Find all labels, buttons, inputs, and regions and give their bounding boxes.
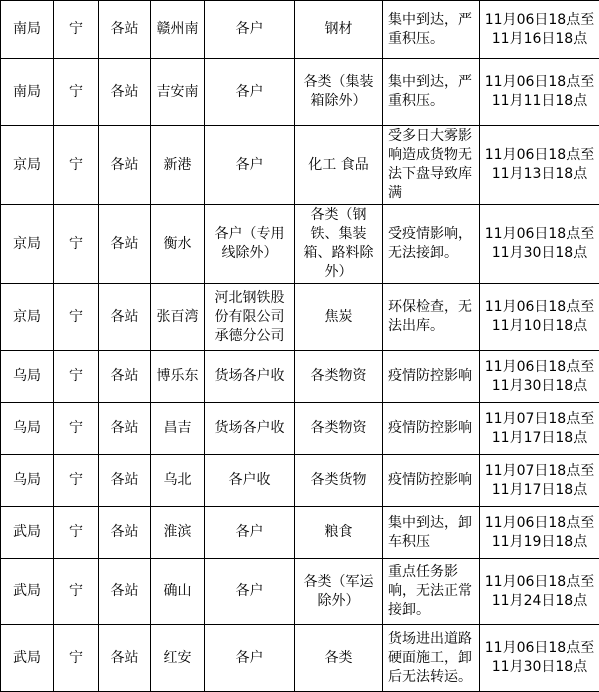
reason-cell: 重点任务影响，无法正常接卸。 <box>383 559 480 625</box>
consignee-cell: 各户 <box>205 126 295 205</box>
consignee-cell: 各户 <box>205 59 295 126</box>
reason-cell: 受疫情影响，无法接卸。 <box>383 205 480 284</box>
bureau-cell: 京局 <box>1 284 54 351</box>
table-row <box>1 455 599 507</box>
station-cell: 淮滨 <box>151 507 205 559</box>
reason-cell: 集中到达，卸车积压 <box>383 507 480 559</box>
table-row <box>1 126 599 205</box>
table-body <box>1 1 599 692</box>
bureau-cell: 乌局 <box>1 455 54 507</box>
period-cell: 11月06日18点至11月13日18点 <box>480 126 599 205</box>
consignee-cell: 货场各户收 <box>205 351 295 403</box>
consignee-cell: 各户 <box>205 1 295 59</box>
province-cell: 宁 <box>54 559 99 625</box>
bureau-cell: 武局 <box>1 625 54 692</box>
station-scope-cell: 各站 <box>99 126 151 205</box>
period-cell: 11月07日18点至11月17日18点 <box>480 455 599 507</box>
reason-cell: 疫情防控影响 <box>383 351 480 403</box>
station-scope-cell: 各站 <box>99 559 151 625</box>
consignee-cell: 各户（专用线除外） <box>205 205 295 284</box>
bureau-cell: 京局 <box>1 205 54 284</box>
station-scope-cell: 各站 <box>99 625 151 692</box>
station-scope-cell: 各站 <box>99 284 151 351</box>
period-cell: 11月06日18点至11月30日18点 <box>480 625 599 692</box>
province-cell: 宁 <box>54 126 99 205</box>
table-row <box>1 507 599 559</box>
table-row <box>1 403 599 455</box>
reason-cell: 受多日大雾影响造成货物无法下盘导致库满 <box>383 126 480 205</box>
cargo-cell: 各类（集装箱除外） <box>295 59 383 126</box>
station-scope-cell: 各站 <box>99 351 151 403</box>
station-cell: 昌吉 <box>151 403 205 455</box>
province-cell: 宁 <box>54 59 99 126</box>
period-cell: 11月06日18点至11月10日18点 <box>480 284 599 351</box>
station-scope-cell: 各站 <box>99 59 151 126</box>
cargo-cell: 各类物资 <box>295 403 383 455</box>
station-scope-cell: 各站 <box>99 403 151 455</box>
station-scope-cell: 各站 <box>99 205 151 284</box>
reason-cell: 集中到达，严重积压。 <box>383 1 480 59</box>
province-cell: 宁 <box>54 507 99 559</box>
station-cell: 确山 <box>151 559 205 625</box>
cargo-cell: 钢材 <box>295 1 383 59</box>
bureau-cell: 南局 <box>1 1 54 59</box>
cargo-cell: 各类物资 <box>295 351 383 403</box>
period-cell: 11月06日18点至11月30日18点 <box>480 351 599 403</box>
reason-cell: 疫情防控影响 <box>383 455 480 507</box>
table-row <box>1 59 599 126</box>
cargo-cell: 各类货物 <box>295 455 383 507</box>
bureau-cell: 武局 <box>1 559 54 625</box>
cargo-cell: 焦炭 <box>295 284 383 351</box>
station-cell: 新港 <box>151 126 205 205</box>
province-cell: 宁 <box>54 403 99 455</box>
reason-cell: 货场进出道路硬面施工，卸后无法转运。 <box>383 625 480 692</box>
table-row <box>1 1 599 59</box>
period-cell: 11月06日18点至11月30日18点 <box>480 205 599 284</box>
station-cell: 衡水 <box>151 205 205 284</box>
cargo-cell: 化工 食品 <box>295 126 383 205</box>
cargo-cell: 各类（钢铁、集装箱、路料除外） <box>295 205 383 284</box>
station-cell: 赣州南 <box>151 1 205 59</box>
province-cell: 宁 <box>54 1 99 59</box>
station-cell: 红安 <box>151 625 205 692</box>
reason-cell: 疫情防控影响 <box>383 403 480 455</box>
period-cell: 11月07日18点至11月17日18点 <box>480 403 599 455</box>
consignee-cell: 河北钢铁股份有限公司承德分公司 <box>205 284 295 351</box>
province-cell: 宁 <box>54 455 99 507</box>
period-cell: 11月06日18点至11月19日18点 <box>480 507 599 559</box>
bureau-cell: 乌局 <box>1 351 54 403</box>
table-row <box>1 205 599 284</box>
province-cell: 宁 <box>54 625 99 692</box>
table-row <box>1 351 599 403</box>
table-row <box>1 284 599 351</box>
province-cell: 宁 <box>54 205 99 284</box>
consignee-cell: 货场各户收 <box>205 403 295 455</box>
station-cell: 张百湾 <box>151 284 205 351</box>
table-row <box>1 625 599 692</box>
consignee-cell: 各户 <box>205 507 295 559</box>
bureau-cell: 京局 <box>1 126 54 205</box>
province-cell: 宁 <box>54 284 99 351</box>
station-scope-cell: 各站 <box>99 455 151 507</box>
station-cell: 吉安南 <box>151 59 205 126</box>
station-cell: 乌北 <box>151 455 205 507</box>
consignee-cell: 各户 <box>205 559 295 625</box>
station-scope-cell: 各站 <box>99 1 151 59</box>
province-cell: 宁 <box>54 351 99 403</box>
period-cell: 11月06日18点至11月24日18点 <box>480 559 599 625</box>
cargo-cell: 粮食 <box>295 507 383 559</box>
reason-cell: 集中到达，严重积压。 <box>383 59 480 126</box>
table-row <box>1 559 599 625</box>
period-cell: 11月06日18点至11月16日18点 <box>480 1 599 59</box>
bureau-cell: 南局 <box>1 59 54 126</box>
bureau-cell: 乌局 <box>1 403 54 455</box>
bureau-cell: 武局 <box>1 507 54 559</box>
consignee-cell: 各户收 <box>205 455 295 507</box>
cargo-cell: 各类 <box>295 625 383 692</box>
station-cell: 博乐东 <box>151 351 205 403</box>
reason-cell: 环保检查，无法出库。 <box>383 284 480 351</box>
consignee-cell: 各户 <box>205 625 295 692</box>
period-cell: 11月06日18点至11月11日18点 <box>480 59 599 126</box>
station-scope-cell: 各站 <box>99 507 151 559</box>
cargo-cell: 各类（军运除外） <box>295 559 383 625</box>
